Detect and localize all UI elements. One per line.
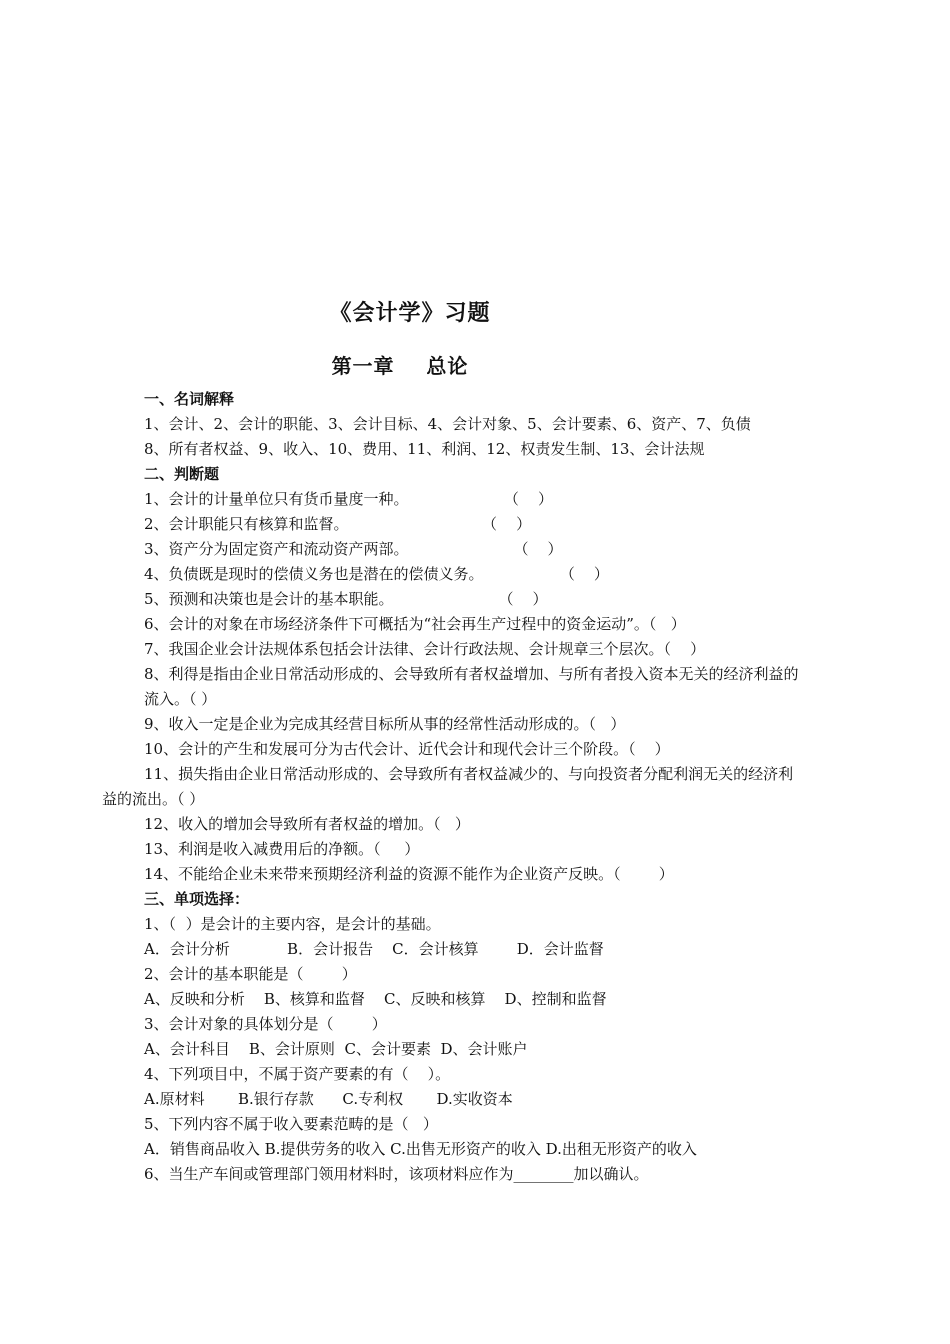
document-title: 《会计学》习题 <box>329 301 491 326</box>
mc-question-5: 5、下列内容不属于收入要素范畴的是（ ） <box>144 1115 438 1133</box>
mc-question-6: 6、当生产车间或管理部门领用材料时，该项材料应作为________加以确认。 <box>144 1165 649 1183</box>
mc-options-2: A、反映和分析 B、核算和监督 C、反映和核算 D、控制和监督 <box>144 990 607 1008</box>
tf-question-10: 10、会计的产生和发展可分为古代会计、近代会计和现代会计三个阶段。（ ） <box>144 740 670 758</box>
tf-question-6: 6、会计的对象在市场经济条件下可概括为“社会再生产过程中的资金运动”。（ ） <box>144 615 686 633</box>
tf-question-9: 9、收入一定是企业为完成其经营目标所从事的经常性活动形成的。（ ） <box>144 715 626 733</box>
tf-question-14: 14、不能给企业未来带来预期经济利益的资源不能作为企业资产反映。（ ） <box>144 865 674 883</box>
tf-question-11: 11、损失指由企业日常活动形成的、会导致所有者权益减少的、与向投资者分配利润无关的经济利益的流出。（ ） <box>102 765 794 808</box>
mc-options-3: A、会计科目 B、会计原则 C、会计要素 D、会计账户 <box>144 1040 528 1058</box>
mc-options-1: A．会计分析 B．会计报告 C．会计核算 D．会计监督 <box>144 940 604 958</box>
tf-question-5: 5、预测和决策也是会计的基本职能。 （ ） <box>144 590 548 608</box>
tf-question-3: 3、资产分为固定资产和流动资产两部。 （ ） <box>144 540 563 558</box>
tf-question-7: 7、我国企业会计法规体系包括会计法律、会计行政法规、会计规章三个层次。（ ） <box>144 640 706 658</box>
tf-question-12: 12、收入的增加会导致所有者权益的增加。（ ） <box>144 815 470 833</box>
chapter-title: 第一章 总论 <box>331 354 469 378</box>
document-body <box>102 387 808 1187</box>
tf-question-4: 4、负债既是现时的偿债义务也是潜在的偿债义务。 （ ） <box>144 565 609 583</box>
mc-options-5: A．销售商品收入 B.提供劳务的收入 C.出售无形资产的收入 D.出租无形资产的收入 <box>144 1140 697 1158</box>
section-heading-terms: 一、名词解释 <box>144 390 235 408</box>
mc-question-3: 3、会计对象的具体划分是（ ） <box>144 1015 387 1033</box>
tf-question-8: 8、利得是指由企业日常活动形成的、会导致所有者权益增加、与所有者投入资本无关的经济利益的流入。（ ） <box>144 665 799 708</box>
mc-question-4: 4、下列项目中，不属于资产要素的有（ ）。 <box>144 1065 451 1083</box>
tf-question-2: 2、会计职能只有核算和监督。 （ ） <box>144 515 532 533</box>
section-heading-true-false: 二、判断题 <box>144 465 220 483</box>
tf-question-13: 13、利润是收入减费用后的净额。（ ） <box>144 840 420 858</box>
terms-line-2: 8、所有者权益、9、收入、10、费用、11、利润、12、权责发生制、13、会计法规 <box>144 440 705 458</box>
mc-options-4: A.原材料 B.银行存款 C.专利权 D.实收资本 <box>144 1090 513 1108</box>
mc-question-2: 2、会计的基本职能是（ ） <box>144 965 357 983</box>
mc-question-1: 1、（ ）是会计的主要内容，是会计的基础。 <box>144 915 441 933</box>
tf-question-1: 1、会计的计量单位只有货币量度一种。 （ ） <box>144 490 553 508</box>
section-heading-single-choice: 三、单项选择： <box>144 890 250 908</box>
terms-line-1: 1、会计、2、会计的职能、3、会计目标、4、会计对象、5、会计要素、6、资产、7、负债 <box>144 415 751 433</box>
